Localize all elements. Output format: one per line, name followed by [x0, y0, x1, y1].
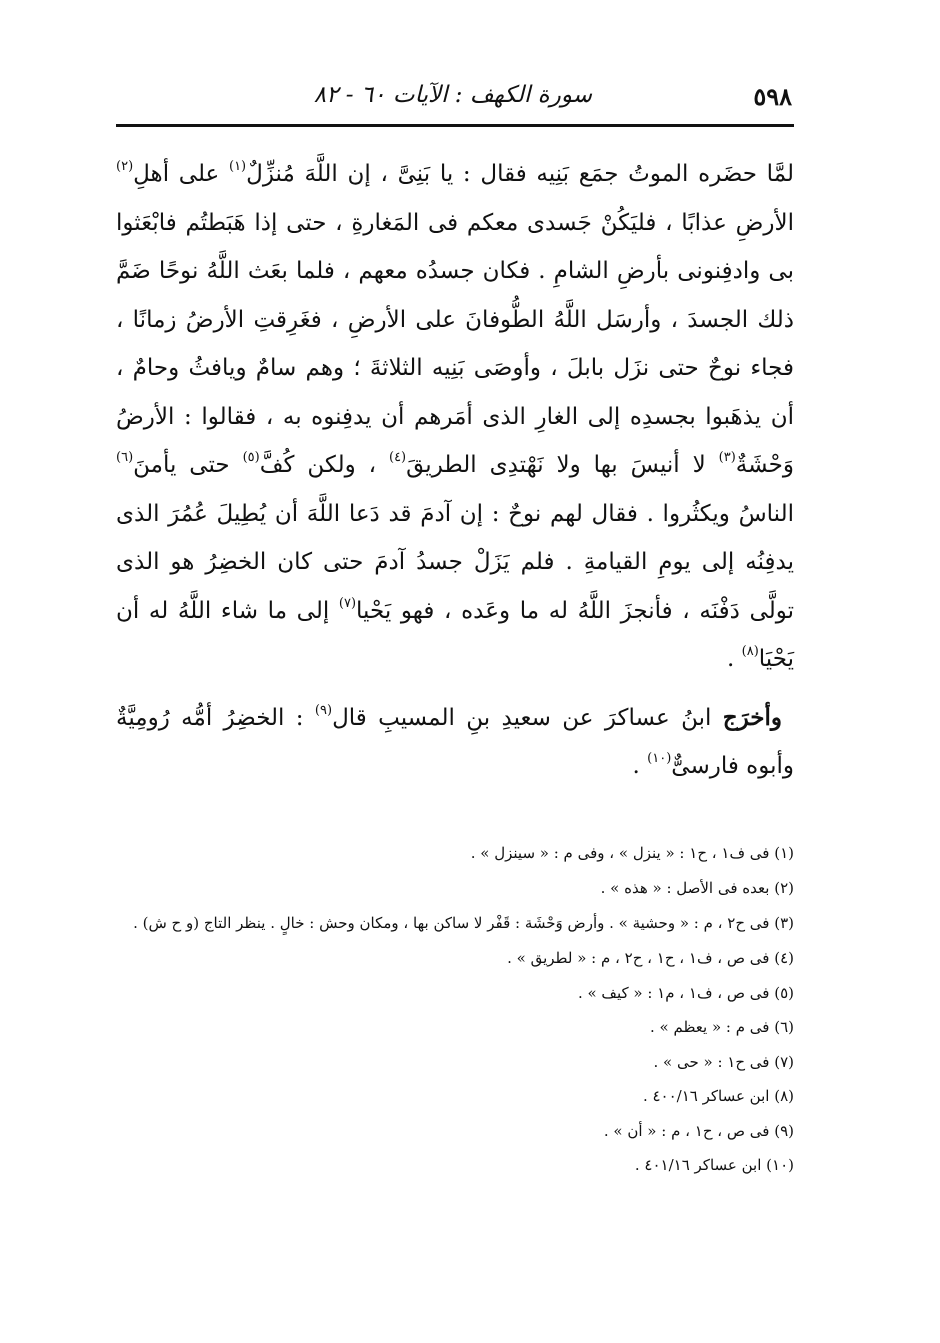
footnote-10: (١٠) ابن عساكر ٤٠١/١٦ .: [634, 1156, 794, 1174]
text-run: : الخضِرُ أمُّه رُومِيَّةٌ وأبوه فارسىٌّ: [116, 704, 794, 779]
footnote-ref-3[interactable]: (٣): [718, 450, 736, 465]
paragraph-2: [116, 694, 794, 791]
text-run: حتى يأمنَ: [133, 452, 243, 478]
footnote-1: (١) فى ف١ ، ح١ : « ينزل » ، وفى م : « سينزل » .: [470, 844, 794, 862]
footnote-8: (٨) ابن عساكر ٤٠٠/١٦ .: [642, 1087, 794, 1105]
text-run: ، ولكن كُفَّ: [259, 452, 389, 478]
footnote-ref-10[interactable]: (١٠): [647, 751, 672, 766]
page-header: [118, 78, 792, 118]
footnote-ref-9[interactable]: (٩): [314, 702, 333, 718]
text-run: إلى ما شاء اللَّهُ له أن يَحْيَا: [116, 597, 794, 672]
footnote-ref-5[interactable]: (٥): [242, 450, 260, 465]
footnote-ref-6[interactable]: (٦): [116, 450, 134, 465]
paragraph-1: [116, 150, 794, 684]
footnote-ref-4[interactable]: (٤): [388, 450, 407, 465]
text-run: .: [632, 753, 648, 779]
footnote-ref-8[interactable]: (٨): [741, 644, 759, 659]
lead-word: وأخرَج: [722, 703, 782, 731]
footnote-9: (٩) فى ص ، ح١ ، م : « أن » .: [603, 1121, 794, 1140]
footnote-4: (٤) فى ص ، ف١ ، ح١ ، ح٢ ، م : « لطريق » .: [507, 949, 794, 967]
footnote-5: (٥) فى ص ، ف١ ، م١ : « كيف » .: [577, 983, 794, 1002]
footnote-3: (٣) فى ح٢ ، م : « وحشية » . وأرض وَحْشَة : قَفْر لا ساكن بها ، ومكان وحش : خالٍ . ينظر التاج (و ح ش) .: [133, 914, 794, 932]
footnote-ref-1[interactable]: (١): [228, 159, 247, 174]
footnote-ref-2[interactable]: (٢): [116, 159, 134, 174]
footnotes-list: [116, 836, 794, 1183]
text-run: على أهلِ: [133, 161, 229, 187]
text-run: لا أنيسَ بها ولا نَهْتدِى الطريقَ: [406, 452, 719, 478]
text-run: الناسُ ويكثُروا . فقال لهم نوحٌ : إن آدمَ قد دَعا اللَّهَ أن يُطِيلَ عُمُرَ الذى يدفِنُه إلى يومِ القيامةِ . فلم يَزَلْ جسدُ آدمَ حتى كان الخضِرُ هو الذى تولَّى دَفْنَه ، فأنجزَ اللَّهُ له ما وعَده ، فهو يَحْيا: [116, 500, 794, 624]
page-number: ٥٩٨: [753, 82, 792, 111]
running-title: سورة الكهف : الآيات ٦٠ - ٨٢: [313, 82, 592, 108]
text-run: لمَّا حضَره الموتُ جمَع بَنِيه فقال : يا بَنِىَّ ، إن اللَّهَ مُنزِّلٌ: [246, 161, 794, 187]
text-run: .: [727, 646, 742, 672]
main-text: [116, 150, 794, 791]
footnote-6: (٦) فى م : « يعظم » .: [650, 1018, 794, 1036]
text-run: ابنُ عساكرَ عن سعيدِ بنِ المسيبِ قال: [332, 704, 723, 731]
footnote-2: (٢) بعده فى الأصل : « هذه » .: [600, 878, 794, 897]
footnote-7: (٧) فى ح١ : « حى » .: [653, 1052, 794, 1071]
header-rule: [116, 124, 794, 127]
footnote-ref-7[interactable]: (٧): [338, 595, 357, 611]
text-run: الأرضِ عذابًا ، فليَكُنْ جَسدى معكم فى المَغارةِ ، حتى إذا هَبَطتُم فابْعَثوا بى وادفِنونى بأرضِ الشامِ . فكان جسدُه معهم ، فلما بعَث اللَّهُ نوحًا ضَمَّ ذلك الجسدَ ، وأرسَل اللَّهُ الطُّوفانَ على الأرضِ ، فغَرِقتِ الأرضُ زمانًا ، فجاء نوحٌ حتى نزَل بابلَ ، وأوصَى بَنِيه الثلاثةَ ؛ وهم سامٌ ويافثُ وحامٌ ، أن يذهَبوا بجسدِه إلى الغارِ الذى أمَرهم أن يدفِنوه به ، فقالوا : الأرضُ وَحْشَةٌ: [116, 209, 794, 478]
